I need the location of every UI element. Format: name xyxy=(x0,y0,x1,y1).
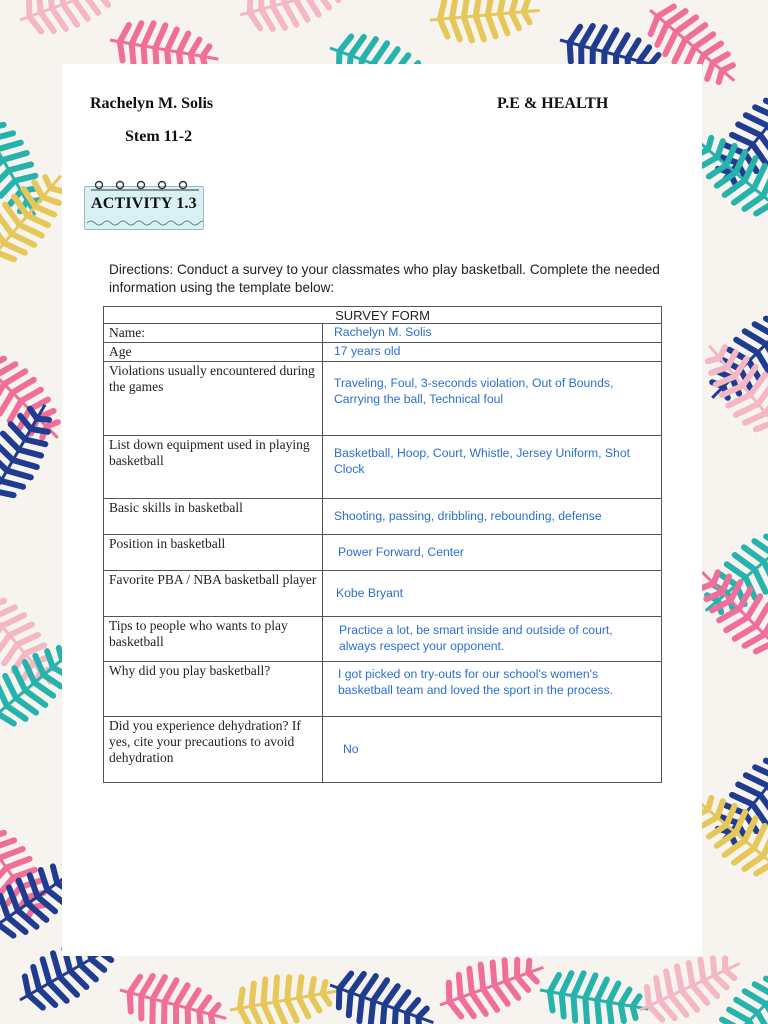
question-dehydration: Did you experience dehydration? If yes, cite your precautions to avoid dehydration xyxy=(104,717,323,783)
table-row xyxy=(104,343,662,362)
survey-title: SURVEY FORM xyxy=(104,307,662,324)
answer-name: Rachelyn M. Solis xyxy=(323,324,662,343)
question-favorite-player: Favorite PBA / NBA basketball player xyxy=(104,571,323,617)
question-name: Name: xyxy=(104,324,323,343)
answer-favorite-player: Kobe Bryant xyxy=(323,571,662,617)
answer-dehydration: No xyxy=(323,717,662,783)
subject-title: P.E & HEALTH xyxy=(497,95,609,112)
survey-title-row xyxy=(104,307,662,324)
question-violations: Violations usually encountered during the games xyxy=(104,362,323,436)
table-row xyxy=(104,717,662,783)
question-tips: Tips to people who wants to play basketball xyxy=(104,617,323,662)
directions-text: Directions: Conduct a survey to your classmates who play basketball. Complete the needed information using the template below: xyxy=(109,262,660,295)
activity-label: ACTIVITY 1.3 xyxy=(91,195,197,212)
answer-position: Power Forward, Center xyxy=(323,535,662,571)
table-row xyxy=(104,362,662,436)
spiral-rings-icon xyxy=(91,180,199,192)
table-row xyxy=(104,535,662,571)
table-row xyxy=(104,662,662,717)
answer-why-play: I got picked on try-outs for our school's women's basketball team and loved the sport in the process. xyxy=(323,662,662,717)
student-section: Stem 11-2 xyxy=(125,128,193,145)
table-row xyxy=(104,436,662,499)
student-name: Rachelyn M. Solis xyxy=(90,95,214,112)
activity-badge xyxy=(84,186,204,230)
answer-tips: Practice a lot, be smart inside and outside of court, always respect your opponent. xyxy=(323,617,662,662)
question-age: Age xyxy=(104,343,323,362)
question-basic-skills: Basic skills in basketball xyxy=(104,499,323,535)
wave-edge-decoration xyxy=(87,219,203,227)
table-row xyxy=(104,324,662,343)
survey-form-table xyxy=(103,306,662,783)
question-why-play: Why did you play basketball? xyxy=(104,662,323,717)
question-position: Position in basketball xyxy=(104,535,323,571)
answer-age: 17 years old xyxy=(323,343,662,362)
table-row xyxy=(104,499,662,535)
answer-basic-skills: Shooting, passing, dribbling, rebounding, defense xyxy=(323,499,662,535)
answer-equipment: Basketball, Hoop, Court, Whistle, Jersey Uniform, Shot Clock xyxy=(323,436,662,499)
question-equipment: List down equipment used in playing basketball xyxy=(104,436,323,499)
table-row xyxy=(104,617,662,662)
answer-violations: Traveling, Foul, 3-seconds violation, Out of Bounds, Carrying the ball, Technical foul xyxy=(323,362,662,436)
table-row xyxy=(104,571,662,617)
